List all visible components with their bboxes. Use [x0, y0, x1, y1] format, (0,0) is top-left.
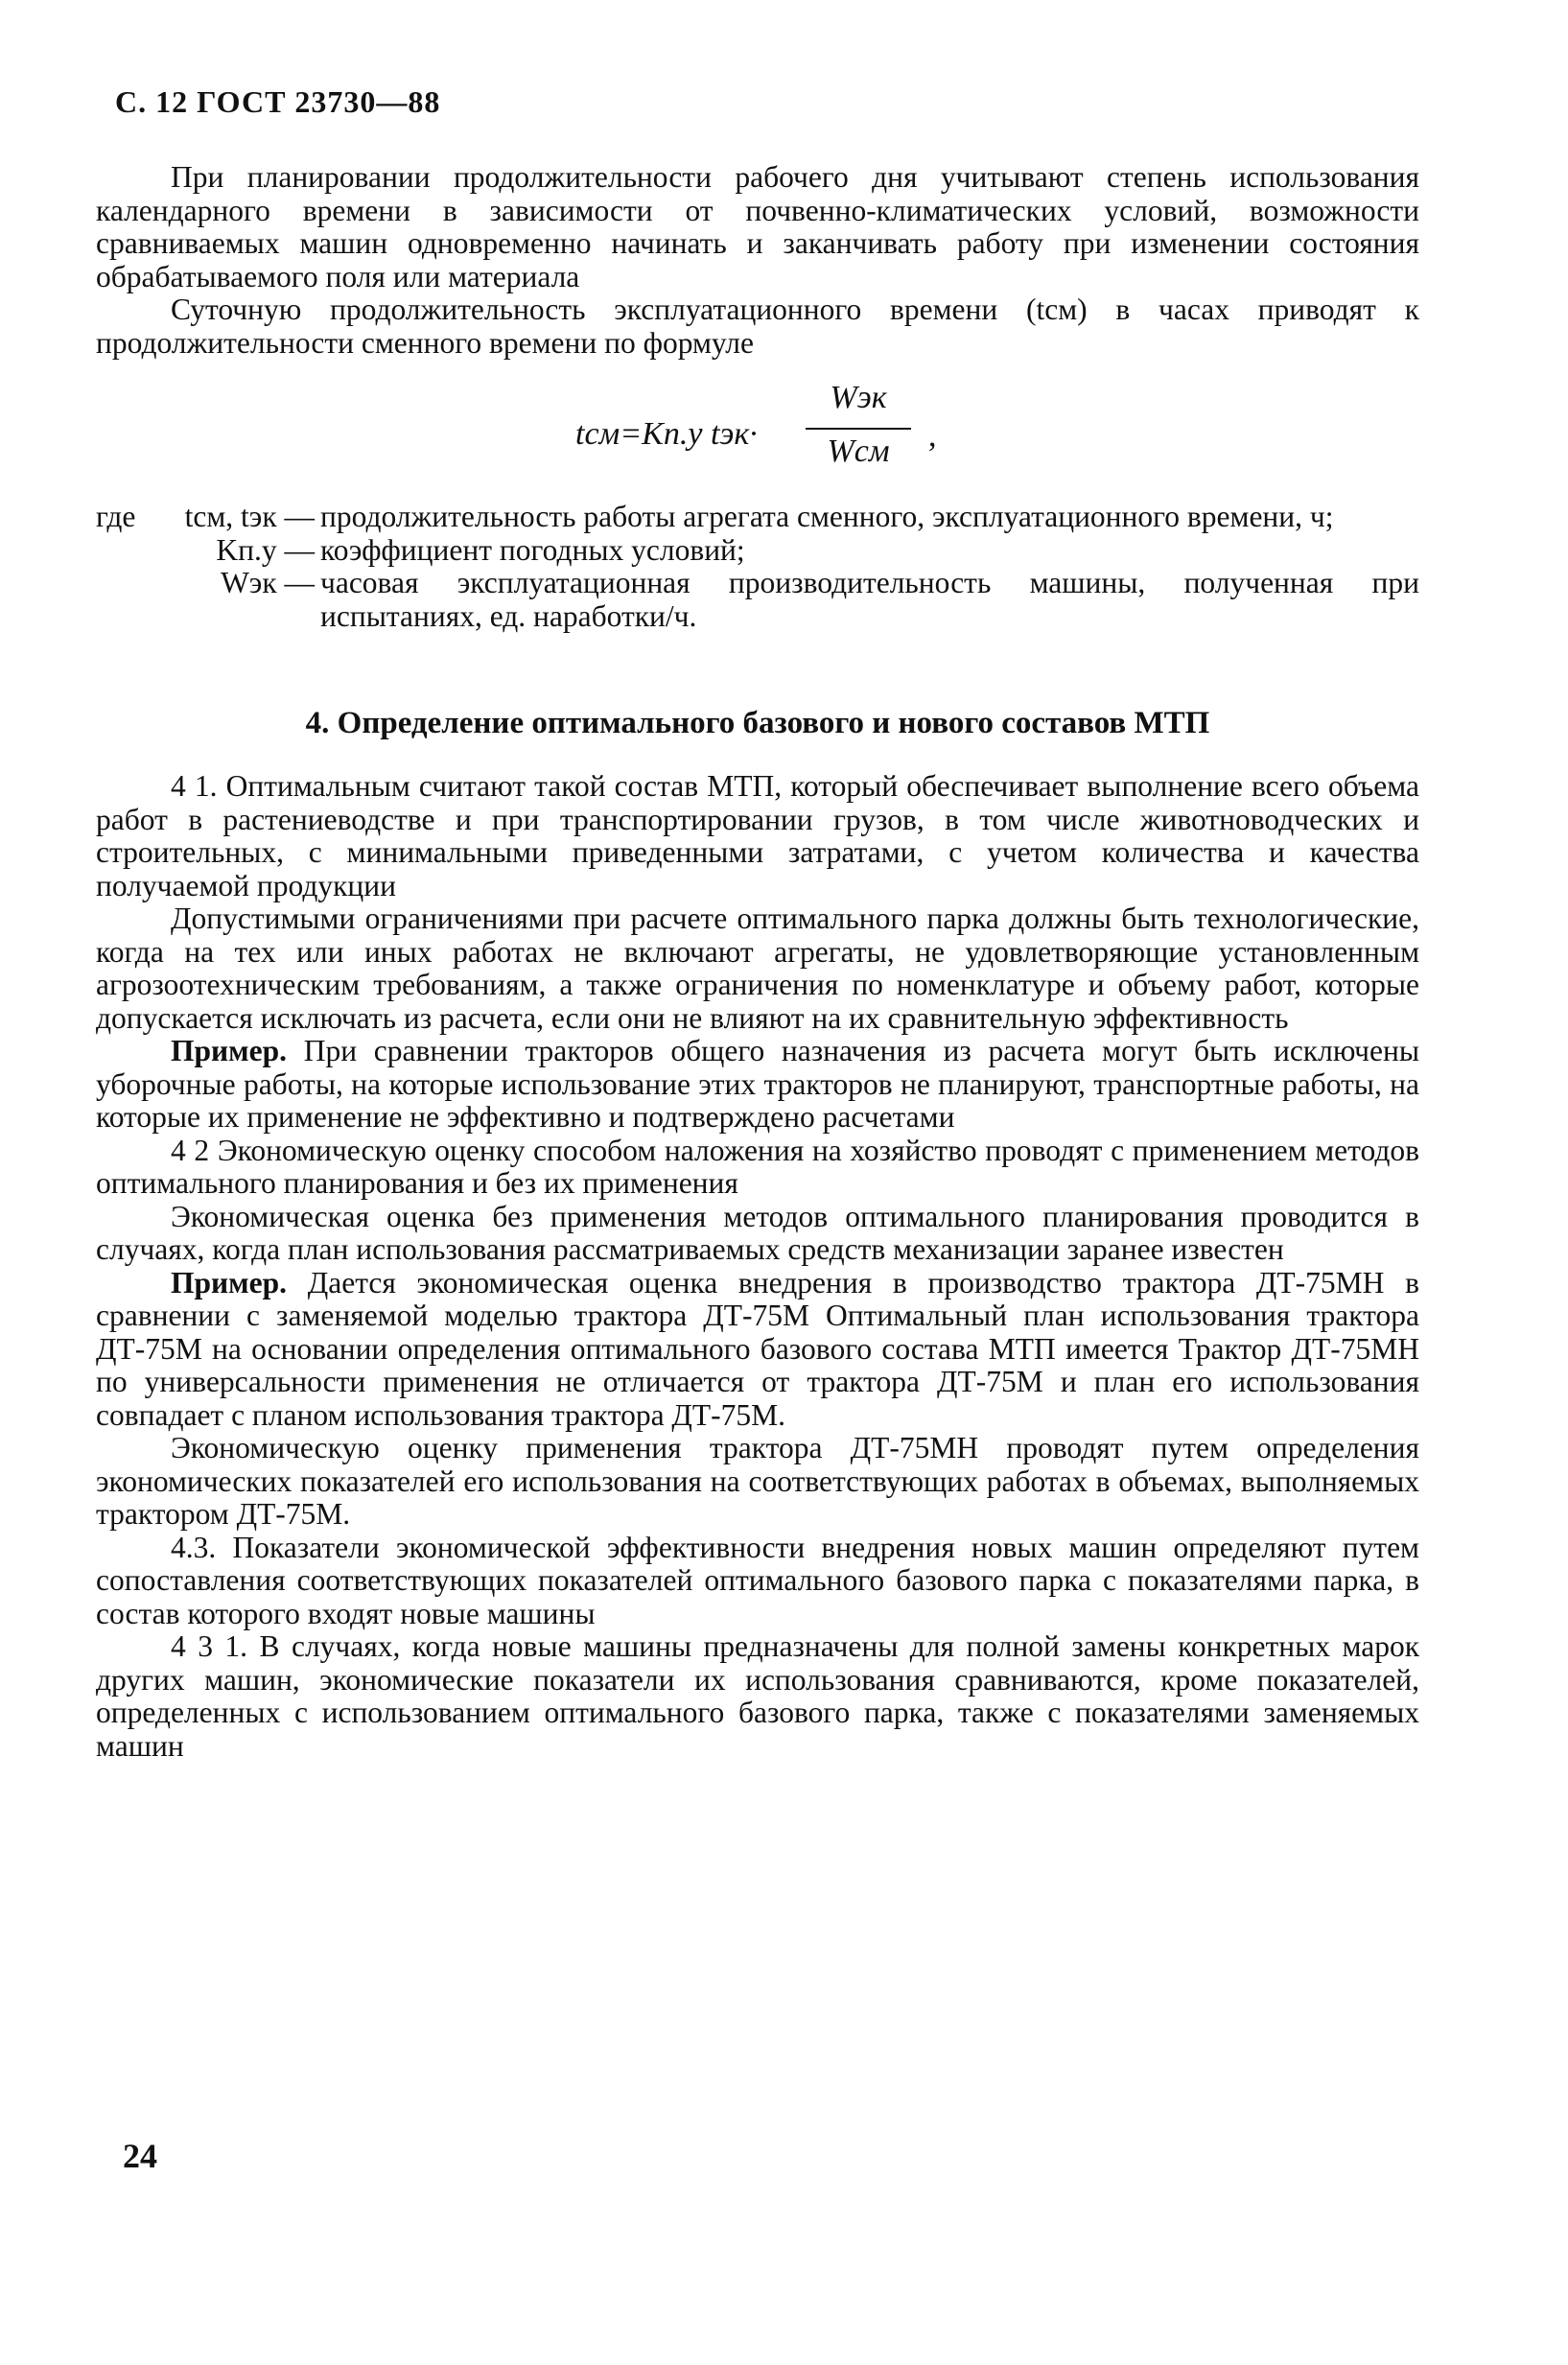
formula-numerator: Wэк [830, 380, 887, 415]
paragraph-text: 4 1. Оптимальным считают такой состав МТП, который обеспечивает выполнение всего объема работ в растениеводстве и при транспортировании грузов, в том числе животноводческих и строительных, с минимальными приведенными затратами, с учетом количества и качества получаемой продукции [96, 769, 1419, 902]
formula-lhs: tсм=Kп.у tэк· [575, 416, 758, 452]
where-prefix: где [96, 500, 136, 533]
paragraph [96, 1432, 1419, 1532]
paragraph-text: 4 2 Экономическую оценку способом наложения на хозяйство проводят с применением методов оптимального планирования и без их применения [96, 1133, 1419, 1200]
paragraph [96, 1532, 1419, 1631]
paragraph-text: Экономическая оценка без применения методов оптимального планирования проводится в случаях, когда план использования рассматриваемых средств механизации заранее известен [96, 1199, 1419, 1266]
definition-text: часовая эксплуатационная производительность машины, полученная при испытаниях, ед. наработки/ч. [320, 566, 1419, 633]
formula [575, 380, 978, 485]
section-heading: 4. Определение оптимального базового и нового составов МТП [305, 706, 1210, 740]
intro-text-block [96, 161, 1419, 360]
formula-trailing: , [928, 418, 937, 454]
paragraph-text: Экономическую оценку применения трактора ДТ-75МН проводят путем определения экономических показателей его использования на соответствующих работах в объемах, выполняемых трактором ДТ-75М. [96, 1431, 1419, 1531]
paragraph: Суточную продолжительность эксплуатационного времени (tсм) в часах приводят к продолжительности сменного времени по формуле [96, 293, 1419, 360]
paragraph [96, 1630, 1419, 1763]
definition-row [96, 501, 1419, 534]
paragraph-lead: Пример. [171, 1265, 288, 1300]
definition-text: коэффициент погодных условий; [320, 532, 745, 567]
paragraph-text: Дается экономическая оценка внедрения в производство трактора ДТ-75МН в сравнении с заменяемой моделью трактора ДТ-75М Оптимальный план использования трактора ДТ-75М на основании определения оптимального базового состава МТП имеется Трактор ДТ-75МН по универсальности применения не отличается от трактора ДТ-75М и план его использования совпадает с планом использования трактора ДТ-75М. [96, 1265, 1419, 1432]
fraction-bar [806, 428, 911, 430]
definition-row [96, 567, 1419, 633]
paragraph [96, 1135, 1419, 1201]
paragraph [96, 1035, 1419, 1135]
page-header: С. 12 ГОСТ 23730—88 [115, 84, 441, 119]
paragraph-lead: Пример. [171, 1034, 288, 1067]
paragraph: При планировании продолжительности рабочего дня учитывают степень использования календарного времени в зависимости от почвенно-климатических условий, возможности сравниваемых машин одновременно начинать и заканчивать работу при изменении состояния обрабатываемого поля или материала [96, 160, 1419, 293]
page-number: 24 [123, 2137, 157, 2175]
definition-symbol: Kп.у — [216, 532, 315, 567]
paragraph-text: При сравнении тракторов общего назначения из расчета могут быть исключены уборочные работы, на которые использование этих тракторов не планируют, транспортные работы, на которые их применение не эффективно и подтверждено расчетами [96, 1034, 1419, 1134]
formula-fraction [806, 380, 911, 470]
paragraph [96, 770, 1419, 902]
paragraph [96, 1267, 1419, 1433]
variable-definitions [96, 501, 1419, 633]
definition-symbol: tсм, tэк — [184, 500, 315, 533]
paragraph [96, 902, 1419, 1035]
paragraph-text: Допустимыми ограничениями при расчете оптимального парка должны быть технологические, когда на тех или иных работах не включают агрегаты, не удовлетворяющие установленным агрозоотехническим требованиям, а также ограничения по номенклатуре и объему работ, которые допускается исключать из расчета, если они не влияют на их сравнительную эффективность [96, 902, 1419, 1035]
paragraph-text: 4.3. Показатели экономической эффективности внедрения новых машин определяют путем сопоставления соответствующих показателей оптимального базового парка с показателями парка, в состав которого входят новые машины [96, 1530, 1419, 1630]
definition-symbol: Wэк — [221, 566, 315, 599]
section-text-block [96, 770, 1419, 1763]
formula-denominator: Wсм [827, 433, 890, 469]
paragraph [96, 1201, 1419, 1267]
definition-text: продолжительность работы агрегата сменного, эксплуатационного времени, ч; [320, 500, 1334, 533]
definition-row [96, 534, 1419, 568]
paragraph-text: 4 3 1. В случаях, когда новые машины предназначены для полной замены конкретных марок других машин, экономические показатели их использования сравниваются, кроме показателей, определенных с использованием оптимального базового парка, также с показателями заменяемых машин [96, 1629, 1419, 1763]
